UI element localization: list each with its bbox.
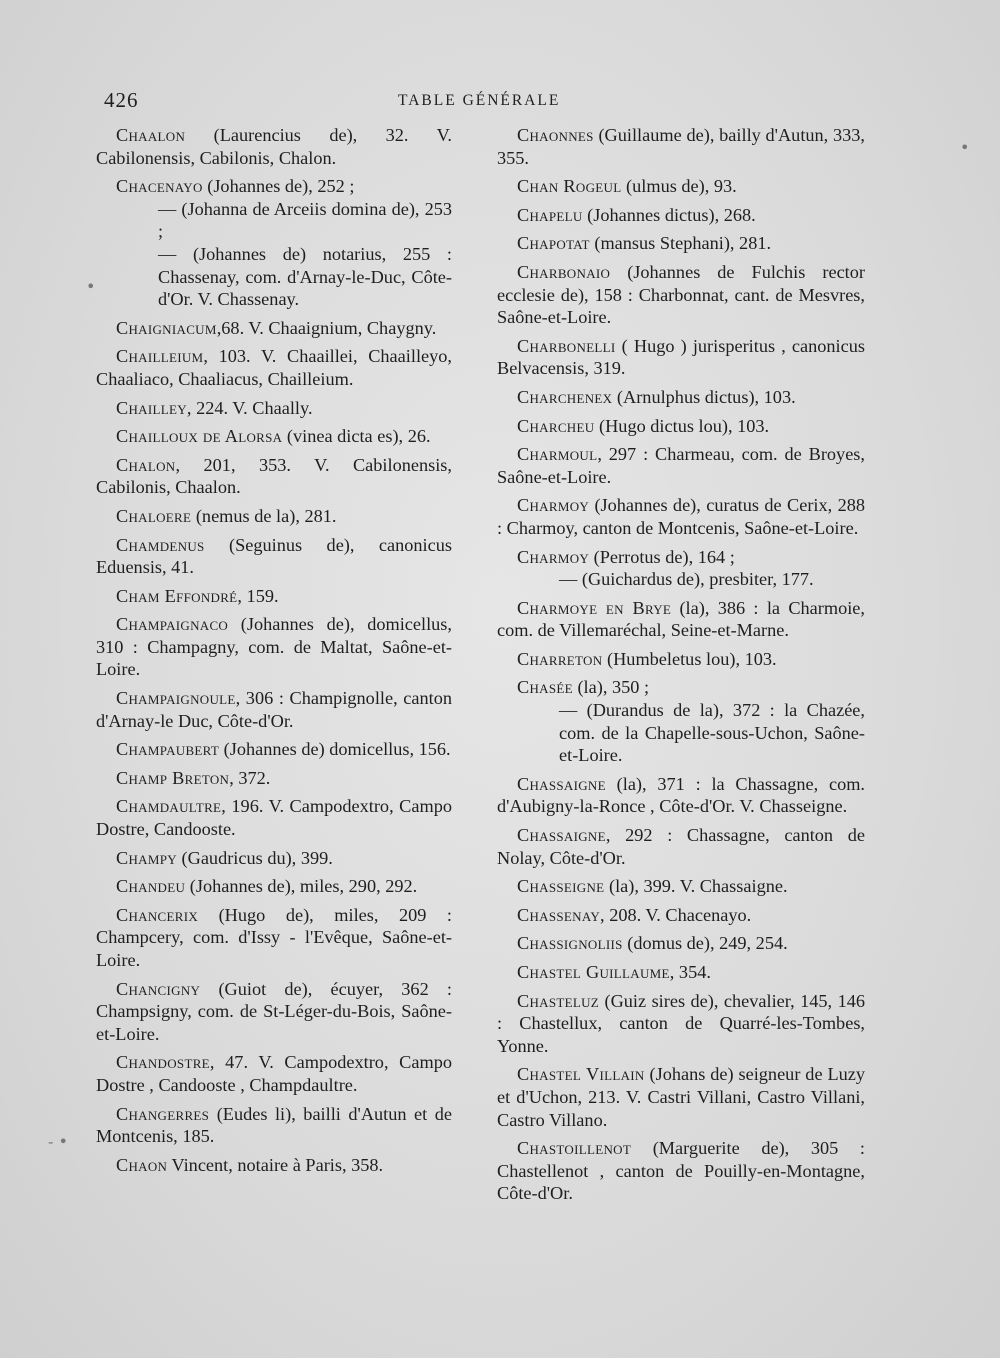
entry-body: , 224. V. Chaally. bbox=[186, 397, 313, 418]
entry-head: Charreton bbox=[517, 648, 603, 669]
index-entry bbox=[497, 546, 865, 591]
entry-head: Chaon bbox=[116, 1154, 168, 1175]
index-entry bbox=[497, 904, 865, 927]
entry-body: (Humbeletus lou), 103. bbox=[602, 648, 777, 669]
entry-head: Champaubert bbox=[116, 739, 220, 760]
index-entry bbox=[96, 687, 452, 732]
index-entry bbox=[96, 345, 452, 390]
entry-body: (Johannes de), domicellus, 310 : Champagny, com. de Maltat, Saône-et-Loire. bbox=[96, 614, 452, 680]
entry-body: (la), 371 : la Chassagne, com. d'Aubigny-la-Ronce , Côte-d'Or. V. Chasseigne. bbox=[497, 773, 865, 817]
index-entry bbox=[497, 990, 865, 1058]
entry-body: (Eudes li), bailli d'Autun et de Montcenis, 185. bbox=[96, 1103, 452, 1147]
index-entry bbox=[497, 676, 865, 766]
entry-head: Chastoillenot bbox=[517, 1138, 632, 1159]
margin-mark: • bbox=[960, 138, 970, 157]
entry-body: (Johannes de), miles, 290, 292. bbox=[185, 876, 418, 897]
entry-subline: — (Guichardus de), presbiter, 177. bbox=[559, 569, 814, 590]
entry-body: , 306 : Champignolle, canton d'Arnay-le Duc, Côte-d'Or. bbox=[96, 688, 452, 731]
entry-body: (Johans de) seigneur de Luzy et d'Uchon, 213. V. Castri Villani, Castro Villani, Castro Villano. bbox=[497, 1064, 866, 1130]
index-entry bbox=[497, 386, 865, 409]
index-entry bbox=[96, 978, 452, 1046]
entry-head: Chailleium bbox=[116, 346, 204, 367]
index-entry bbox=[96, 1051, 452, 1096]
entry-head: Charbonelli bbox=[517, 335, 616, 356]
entry-head: Chastel Villain bbox=[517, 1064, 645, 1085]
entry-head: Chapotat bbox=[517, 233, 590, 254]
entry-body: (Johannes dictus), 268. bbox=[582, 204, 756, 225]
entry-head: Charmoy bbox=[517, 495, 590, 516]
index-entry bbox=[497, 773, 865, 818]
entry-body: (vinea dicta es), 26. bbox=[282, 426, 431, 447]
entry-body: , 292 : Chassagne, canton de Nolay, Côte-d'Or. bbox=[497, 825, 865, 868]
entry-body: (ulmus de), 93. bbox=[621, 176, 737, 197]
index-entry bbox=[497, 648, 865, 671]
entry-head: Champaignoule bbox=[116, 688, 236, 709]
entry-body: (mansus Stephani), 281. bbox=[589, 233, 772, 254]
entry-body: Vincent, notaire à Paris, 358. bbox=[167, 1154, 384, 1175]
entry-body: , 159. bbox=[237, 585, 279, 606]
entry-body: (Hugo dictus lou), 103. bbox=[594, 415, 770, 436]
entry-head: Chaigniacum bbox=[116, 317, 217, 338]
index-entry bbox=[96, 1103, 452, 1148]
index-entry bbox=[96, 795, 452, 840]
entry-subline: — (Johannes de) notarius, 255 : Chassenay, com. d'Arnay-le-Duc, Côte-d'Or. V. Chassenay. bbox=[158, 243, 452, 310]
entry-head: Charmoye en Brye bbox=[517, 597, 672, 618]
index-entry bbox=[96, 175, 452, 311]
entry-body: (Guiz sires de), chevalier, 145, 146 : Chastellux, canton de Quarré-les-Tombes, Yonne. bbox=[497, 990, 865, 1056]
entry-head: Chacenayo bbox=[116, 176, 203, 197]
index-entry bbox=[497, 824, 865, 869]
entry-head: Chamdaultre bbox=[116, 796, 222, 817]
index-entry bbox=[96, 904, 452, 972]
entry-body: (Guiot de), écuyer, 362 : Champsigny, com. de St-Léger-du-Bois, Saône-et-Loire. bbox=[96, 978, 452, 1044]
entry-head: Chan Rogeul bbox=[517, 176, 622, 197]
entry-head: Champaignaco bbox=[116, 614, 229, 635]
index-entry bbox=[497, 443, 865, 488]
entry-body: (Johannes de Fulchis rector ecclesie de), 158 : Charbonnat, cant. de Mesvres, Saône-et-Loire. bbox=[497, 261, 865, 328]
index-entry bbox=[96, 738, 452, 761]
entry-head: Chailloux de Alorsa bbox=[116, 426, 283, 447]
entry-body: , 372. bbox=[229, 767, 271, 788]
left-column bbox=[96, 124, 452, 1182]
index-entry bbox=[497, 232, 865, 255]
index-entry bbox=[497, 175, 865, 198]
entry-subline: — (Durandus de la), 372 : la Chazée, com. de la Chapelle-sous-Uchon, Saône-et-Loire. bbox=[559, 700, 865, 766]
index-entry bbox=[497, 204, 865, 227]
entry-body: (Laurencius de), 32. V. Cabilonensis, Cabilonis, Chalon. bbox=[96, 125, 452, 168]
entry-head: Champy bbox=[116, 847, 177, 868]
entry-head: Charmoy bbox=[517, 546, 590, 567]
entry-head: Chaalon bbox=[116, 125, 186, 145]
entry-head: Chassignoliis bbox=[517, 933, 623, 954]
entry-head: Chasée bbox=[517, 677, 573, 698]
entry-head: Chassaigne bbox=[517, 825, 606, 846]
entry-head: Chandostre bbox=[116, 1052, 210, 1073]
entry-body: (Johannes de), 252 ; bbox=[202, 176, 355, 197]
index-entry bbox=[497, 1137, 865, 1205]
entry-body: (nemus de la), 281. bbox=[191, 505, 337, 526]
index-entry bbox=[497, 961, 865, 984]
index-entry bbox=[96, 585, 452, 608]
index-entry bbox=[497, 124, 865, 169]
entry-body: , 208. V. Chacenayo. bbox=[600, 904, 752, 925]
page-number: 426 bbox=[104, 88, 139, 112]
entry-body: (Arnulphus dictus), 103. bbox=[612, 386, 796, 407]
margin-mark: - • bbox=[48, 1132, 68, 1151]
entry-body: , 196. V. Campodextro, Campo Dostre, Candooste. bbox=[96, 796, 452, 840]
index-entry bbox=[96, 425, 452, 448]
entry-head: Chaloere bbox=[116, 505, 192, 526]
entry-head: Chassaigne bbox=[517, 773, 606, 794]
entry-head: Cham Effondré bbox=[116, 585, 238, 606]
entry-body: (la), 399. V. Chassaigne. bbox=[604, 876, 788, 897]
entry-head: Chapelu bbox=[517, 204, 583, 225]
entry-body: ( Hugo ) jurisperitus , canonicus Belvacensis, 319. bbox=[497, 335, 865, 379]
index-entry bbox=[497, 335, 865, 380]
index-entry bbox=[96, 613, 452, 681]
page-header bbox=[0, 88, 1000, 118]
index-entry bbox=[96, 124, 452, 169]
entry-head: Chaonnes bbox=[517, 125, 594, 145]
index-entry bbox=[497, 932, 865, 955]
index-entry bbox=[497, 875, 865, 898]
index-entry bbox=[96, 767, 452, 790]
index-entry bbox=[96, 397, 452, 420]
entry-body: , 354. bbox=[669, 962, 711, 982]
entry-body: (Guillaume de), bailly d'Autun, 333, 355. bbox=[497, 125, 865, 168]
entry-head: Chalon bbox=[116, 454, 176, 475]
entry-head: Chailley bbox=[116, 397, 187, 418]
entry-head: Changerres bbox=[116, 1103, 210, 1124]
index-entry bbox=[96, 534, 452, 579]
index-entry bbox=[96, 505, 452, 528]
entry-head: Chasteluz bbox=[517, 990, 600, 1011]
entry-body: , 103. V. Chaaillei, Chaailleyo, Chaaliaco, Chaaliacus, Chailleium. bbox=[96, 346, 452, 389]
entry-body: , 297 : Charmeau, com. de Broyes, Saône-et-Loire. bbox=[497, 444, 865, 487]
index-entry bbox=[96, 454, 452, 499]
entry-head: Charbonaio bbox=[517, 261, 611, 282]
margin-mark: • bbox=[86, 277, 96, 296]
entry-body: (Hugo de), miles, 209 : Champcery, com. d'Issy - l'Evêque, Saône-et-Loire. bbox=[96, 904, 452, 970]
entry-head: Charcheu bbox=[517, 415, 595, 436]
entry-body: (la), 350 ; bbox=[572, 677, 650, 698]
entry-body: (Johannes de) domicellus, 156. bbox=[219, 739, 451, 760]
entry-head: Charmoul bbox=[517, 444, 598, 465]
index-entry bbox=[497, 415, 865, 438]
entry-body: , 201, 353. V. Cabilonensis, Cabilonis, Chaalon. bbox=[96, 454, 452, 498]
index-entry bbox=[497, 261, 865, 329]
index-entry bbox=[96, 1154, 452, 1177]
entry-body: (la), 386 : la Charmoie, com. de Villemaréchal, Seine-et-Marne. bbox=[497, 597, 865, 641]
entry-body: (Johannes de), curatus de Cerix, 288 : Charmoy, canton de Montcenis, Saône-et-Loire. bbox=[497, 495, 865, 538]
index-entry bbox=[96, 847, 452, 870]
entry-head: Chassenay bbox=[517, 904, 601, 925]
entry-body: (domus de), 249, 254. bbox=[622, 933, 788, 954]
entry-subline: — (Johanna de Arceiis domina de), 253 ; bbox=[158, 198, 452, 242]
entry-body: ,68. V. Chaaignium, Chaygny. bbox=[216, 317, 437, 338]
entry-head: Chancerix bbox=[116, 904, 199, 925]
index-entry bbox=[96, 875, 452, 898]
entry-body: , 47. V. Campodextro, Campo Dostre , Candooste , Champdaultre. bbox=[96, 1052, 452, 1095]
index-entry bbox=[96, 317, 452, 340]
entry-head: Chancigny bbox=[116, 978, 201, 999]
entry-body: (Gaudricus du), 399. bbox=[176, 847, 333, 868]
entry-head: Chandeu bbox=[116, 876, 186, 897]
entry-body: (Marguerite de), 305 : Chastellenot , canton de Pouilly-en-Montagne, Côte-d'Or. bbox=[497, 1138, 865, 1204]
index-entry bbox=[497, 1063, 865, 1131]
index-entry bbox=[497, 494, 865, 539]
entry-head: Chasseigne bbox=[517, 876, 605, 897]
entry-head: Chamdenus bbox=[116, 534, 205, 555]
index-entry bbox=[497, 597, 865, 642]
entry-head: Champ Breton bbox=[116, 767, 230, 788]
running-head: TABLE GÉNÉRALE bbox=[398, 92, 561, 109]
entry-head: Chastel Guillaume bbox=[517, 962, 670, 982]
right-column bbox=[497, 124, 865, 1211]
entry-body: (Seguinus de), canonicus Eduensis, 41. bbox=[96, 534, 452, 578]
entry-body: (Perrotus de), 164 ; bbox=[589, 546, 735, 567]
entry-head: Charchenex bbox=[517, 386, 613, 407]
